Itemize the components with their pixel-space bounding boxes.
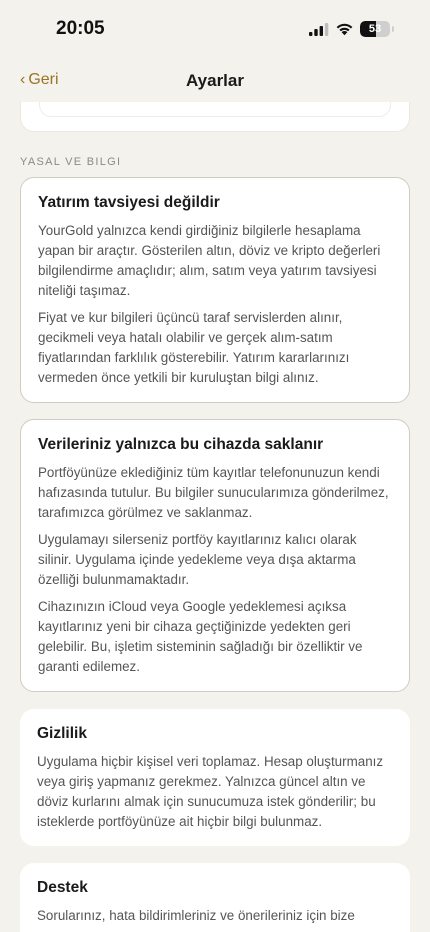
navigation-bar — [0, 62, 430, 102]
section-header-legal: YASAL VE BILGI — [20, 156, 122, 168]
battery-percentage: 53 — [368, 23, 382, 35]
chevron-left-icon: ‹ — [20, 71, 26, 88]
card-paragraph: Uygulama hiçbir kişisel veri toplamaz. Hesap oluşturmanız veya giriş yapmanız gerekmez. Yalnızca güncel altın ve döviz kurlarını almak için sunucumuza istek gönderilir; bu isteklerde portföyünüze ait hiçbir bilgi bulunmaz. — [37, 754, 384, 829]
previous-card-inner-field — [39, 102, 391, 117]
privacy-card — [20, 709, 410, 846]
card-title: Destek — [37, 879, 88, 896]
data-storage-card — [20, 419, 410, 692]
card-paragraph: Fiyat ve kur bilgileri üçüncü taraf servislerden alınır, gecikmeli veya hatalı olabilir ve gerçek alım-satım fiyatlarından farklılık gösterebilir. Yatırım kararlarınızı vermeden önce yetkili bir kuruluştan bilgi alınız. — [38, 310, 350, 385]
card-title: Verileriniz yalnızca bu cihazda saklanır — [38, 436, 324, 453]
card-paragraph: Portföyünüze eklediğiniz tüm kayıtlar telefonunuzun kendi hafızasında tutulur. Bu bilgiler sunucularımıza gönderilmez, tarafımızca görülmez ve saklanmaz. — [38, 465, 389, 520]
status-icons — [309, 20, 394, 38]
status-time: 20:05 — [56, 18, 105, 39]
status-bar — [0, 0, 430, 58]
card-title: Gizlilik — [37, 725, 87, 742]
card-title: Yatırım tavsiyesi değildir — [38, 194, 220, 211]
page-title: Ayarlar — [186, 71, 244, 90]
previous-settings-card — [20, 102, 410, 132]
battery-cap — [392, 26, 394, 32]
card-paragraph: Uygulamayı silerseniz portföy kayıtlarınız kalıcı olarak silinir. Uygulama içinde yedekleme veya dışa aktarma özelliği bulunmamaktadır. — [38, 532, 357, 587]
card-paragraph: Cihazınızın iCloud veya Google yedeklemesi açıksa kayıtlarınız yeni bir cihaza geçtiğinizde yedekten geri gelebilir. Bu, işletim sisteminin sağladığı bir özelliktir ve garanti edilemez. — [38, 599, 363, 674]
settings-scroll-view[interactable] — [0, 102, 430, 932]
cellular-signal-icon — [309, 23, 329, 36]
investment-disclaimer-card — [20, 177, 410, 403]
battery-icon — [360, 21, 390, 37]
card-paragraph: YourGold yalnızca kendi girdiğiniz bilgilerle hesaplama yapan bir araçtır. Gösterilen altın, döviz ve kripto değerleri bilgilendirme amaçlıdır; alım, satım veya yatırım tavsiyesi niteliği taşımaz. — [38, 223, 381, 298]
wifi-icon — [335, 22, 354, 36]
support-card — [20, 863, 410, 932]
back-button-label: Geri — [28, 71, 59, 88]
card-paragraph: Sorularınız, hata bildirimleriniz ve önerileriniz için bize — [37, 908, 355, 923]
